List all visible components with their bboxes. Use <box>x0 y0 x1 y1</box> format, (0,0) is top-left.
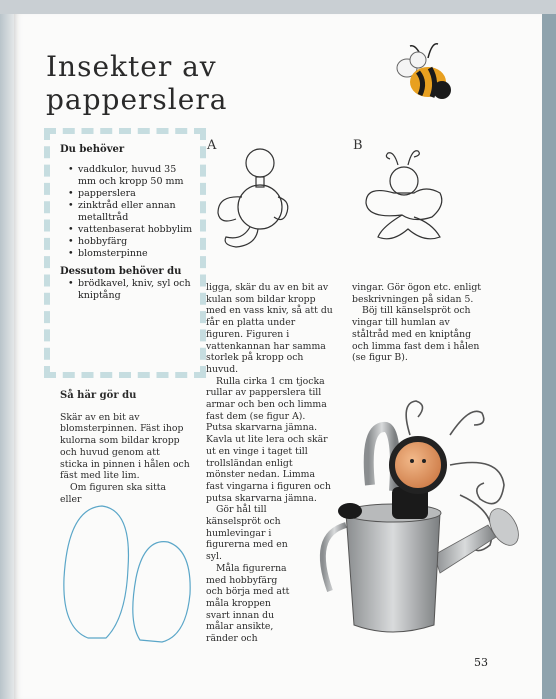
bee-wing-wire <box>406 401 422 435</box>
figure-a-body <box>238 185 282 229</box>
list-item: • hobbyfärg <box>70 236 194 248</box>
figure-a-label: A <box>207 138 217 153</box>
extra-list <box>60 278 194 302</box>
figure-a-drawing <box>212 145 302 255</box>
scan-top-strip <box>0 0 556 14</box>
howto-paragraph: Skär av en bit av blomsterpinnen. Fäst ihop kulorna som bildar kropp och huvud genom att sticka in pinnen i hålen och fäst med lite lim. <box>60 411 190 482</box>
materials-box <box>44 128 206 378</box>
can-body <box>346 513 440 632</box>
instructions-paragraph: ligga, skär du av en bit av kulan som bildar kropp med en vass kniv, så att du får en platta under figuren. Figuren i vattenkannan har samma storlek på kropp och huvud. <box>206 282 333 375</box>
howto-paragraph: Om figuren ska sitta eller <box>60 481 167 505</box>
bee-figure-eye <box>422 459 426 463</box>
figure-b-head <box>390 167 418 195</box>
instructions-paragraph: Gör hål till känselspröt och humlevingar i figurerna med en syl. <box>206 504 288 563</box>
page-number: 53 <box>474 656 488 669</box>
instructions-paragraph: Måla figurerna med hobbyfärg och börja med att måla kroppen svart innan du målar ansikte, ränder och <box>206 562 290 645</box>
instructions-paragraph: vingar. Gör ögon etc. enligt beskrivningen på sidan 5. <box>352 282 482 305</box>
materials-heading: Du behöver <box>60 144 125 155</box>
howto-column <box>60 390 190 505</box>
list-item: • papperslera <box>70 188 194 200</box>
wing-template-left <box>64 506 129 638</box>
figure-b-antenna <box>408 151 419 165</box>
instructions-paragraph: Böj till känselspröt och vingar till humlan av ståltråd med en kniptång och limma fast dem i hålen (se figur B). <box>352 305 480 364</box>
wing-pattern <box>58 498 208 648</box>
figure-b-drawing <box>362 145 452 255</box>
can-side-handle <box>323 525 346 591</box>
title-line-2: papperslera <box>46 83 228 116</box>
can-spout <box>434 525 496 573</box>
list-item: • brödkavel, kniv, syl och kniptång <box>70 278 194 302</box>
bee-figure-eye <box>410 459 414 463</box>
list-item: • vaddkulor, huvud 35 mm och kropp 50 mm <box>70 164 194 188</box>
wing-template-right <box>133 542 190 642</box>
figure-b-wing <box>366 189 442 220</box>
bee-illustration <box>392 40 462 110</box>
page-title <box>46 50 276 116</box>
instructions-column-3 <box>352 282 482 364</box>
bee-wing-wire <box>450 463 504 504</box>
figure-b-label: B <box>353 138 363 153</box>
title-line-1: Insekter av <box>46 50 217 83</box>
list-item: • blomsterpinne <box>70 248 194 260</box>
instructions-paragraph: Rulla cirka 1 cm tjocka rullar av papperslera till armar och ben och limma fast dem (se figur A). Putsa skarvarna jämna. Kavla ut lite lera och skär ut en vinge i taget till trollsländan enligt mönster nedan. Limma fast vingarna i figuren och putsa skarvarna jämna. <box>206 375 331 504</box>
extra-heading: Dessutom behöver du <box>60 266 182 277</box>
bee-figure-arm <box>338 503 362 519</box>
list-item: • zinktråd eller annan metalltråd <box>70 200 194 224</box>
watering-can-photo <box>300 395 530 645</box>
bee-antenna-right <box>428 44 438 58</box>
bee-head <box>433 81 451 99</box>
materials-list <box>60 164 194 260</box>
bee-wing-right <box>410 52 426 68</box>
figure-b-antenna <box>386 153 398 165</box>
bee-wing-wire <box>450 411 484 435</box>
figure-a-leg <box>225 227 258 247</box>
page-spine-shadow <box>0 14 14 699</box>
list-item: • vattenbaserat hobbylim <box>70 224 194 236</box>
figure-a-head <box>246 149 274 177</box>
howto-heading: Så här gör du <box>60 390 137 401</box>
bee-figure-head <box>392 439 444 491</box>
